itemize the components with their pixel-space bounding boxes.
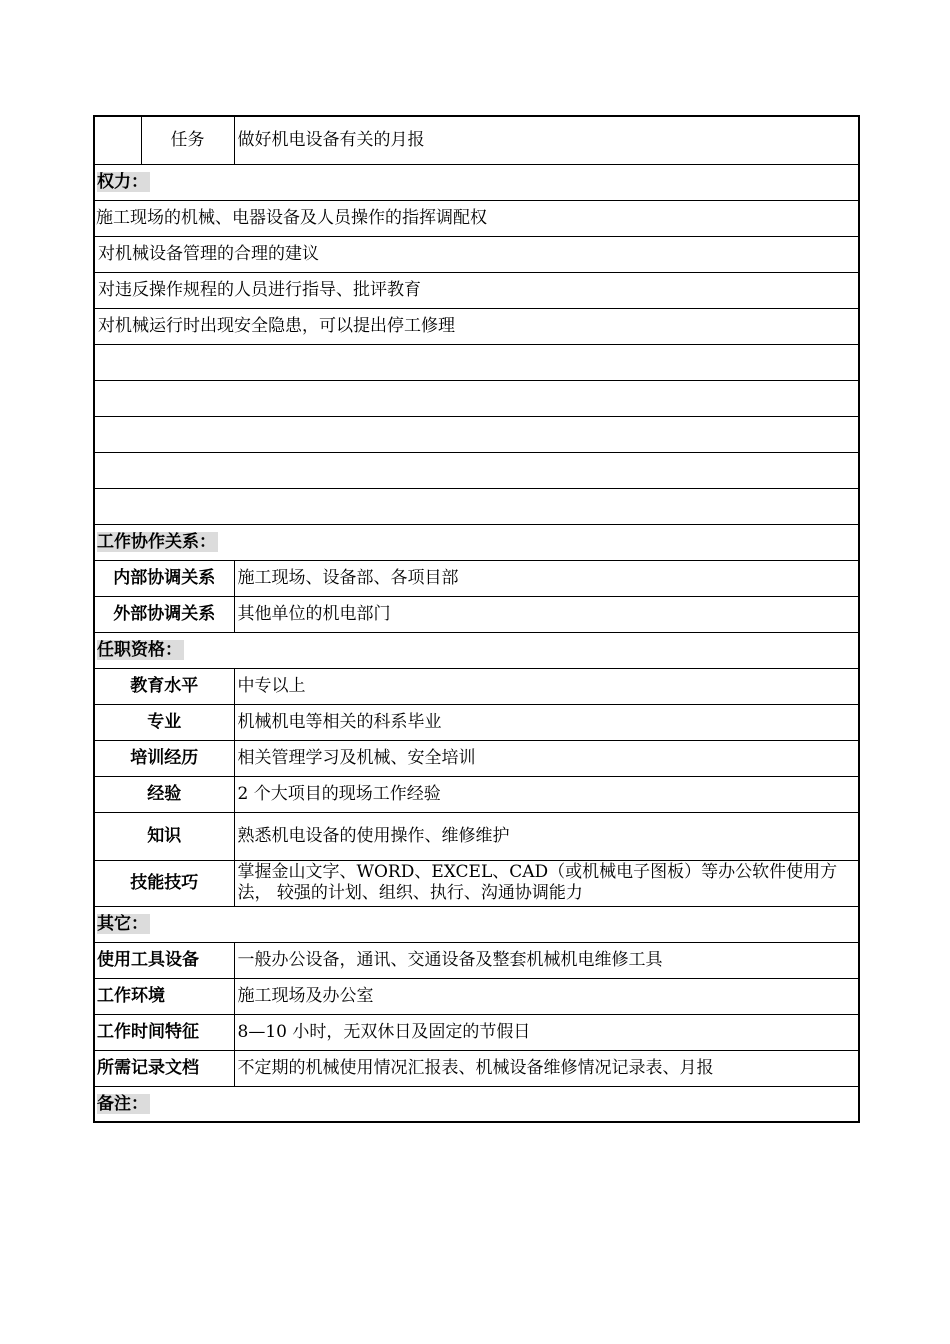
task-value: 做好机电设备有关的月报 xyxy=(234,116,859,164)
authority-item xyxy=(94,452,859,488)
authority-item xyxy=(94,488,859,524)
qualification-value: 熟悉机电设备的使用操作、维修维护 xyxy=(234,812,859,860)
job-description-table xyxy=(93,115,860,1123)
qualification-value: 相关管理学习及机械、安全培训 xyxy=(234,740,859,776)
remarks-header: 备注： xyxy=(97,1093,148,1114)
cooperation-value: 其他单位的机电部门 xyxy=(234,596,859,632)
other-value: 不定期的机械使用情况汇报表、机械设备维修情况记录表、月报 xyxy=(234,1050,859,1086)
authority-item-row xyxy=(94,200,859,236)
qualifications-header-row xyxy=(94,632,859,668)
cooperation-row xyxy=(94,596,859,632)
qualification-label: 经验 xyxy=(94,776,234,812)
authority-item-row xyxy=(94,380,859,416)
task-row xyxy=(94,116,859,164)
authority-item xyxy=(94,416,859,452)
qualification-row xyxy=(94,668,859,704)
authority-item: 对机械运行时出现安全隐患，可以提出停工修理 xyxy=(94,308,859,344)
qualification-row xyxy=(94,776,859,812)
other-row xyxy=(94,1014,859,1050)
other-label: 使用工具设备 xyxy=(94,942,234,978)
cooperation-header: 工作协作关系： xyxy=(97,532,216,552)
cooperation-value: 施工现场、设备部、各项目部 xyxy=(234,560,859,596)
other-row xyxy=(94,942,859,978)
other-value: 8—10 小时，无双休日及固定的节假日 xyxy=(234,1014,859,1050)
other-value: 一般办公设备，通讯、交通设备及整套机械机电维修工具 xyxy=(234,942,859,978)
cooperation-label: 内部协调关系 xyxy=(94,560,234,596)
other-row xyxy=(94,1050,859,1086)
cooperation-label: 外部协调关系 xyxy=(94,596,234,632)
other-value: 施工现场及办公室 xyxy=(234,978,859,1014)
other-label: 工作环境 xyxy=(94,978,234,1014)
authority-item: 施工现场的机械、电器设备及人员操作的指挥调配权 xyxy=(94,200,859,236)
authority-item-row xyxy=(94,236,859,272)
authority-item-row xyxy=(94,452,859,488)
other-header-row xyxy=(94,906,859,942)
qualification-row xyxy=(94,812,859,860)
qualification-row xyxy=(94,860,859,906)
authority-item-row xyxy=(94,488,859,524)
qualification-label: 专业 xyxy=(94,704,234,740)
authority-item: 对违反操作规程的人员进行指导、批评教育 xyxy=(94,272,859,308)
qualifications-header: 任职资格： xyxy=(97,640,182,660)
qualification-label: 技能技巧 xyxy=(94,860,234,906)
qualification-label: 教育水平 xyxy=(94,668,234,704)
qualification-value: 掌握金山文字、WORD、EXCEL、CAD（或机械电子图板）等办公软件使用方法， 较强的计划、组织、执行、沟通协调能力 xyxy=(234,860,859,906)
qualification-value: 机械机电等相关的科系毕业 xyxy=(234,704,859,740)
authority-item-row xyxy=(94,416,859,452)
other-label: 工作时间特征 xyxy=(94,1014,234,1050)
qualification-row xyxy=(94,704,859,740)
authority-header: 权力： xyxy=(97,172,148,192)
cooperation-row xyxy=(94,560,859,596)
other-header: 其它： xyxy=(97,914,148,934)
authority-item xyxy=(94,344,859,380)
qualification-row xyxy=(94,740,859,776)
authority-item-row xyxy=(94,308,859,344)
task-label: 任务 xyxy=(141,116,234,164)
authority-item-row xyxy=(94,272,859,308)
authority-header-row xyxy=(94,164,859,200)
remarks-header-row xyxy=(94,1086,859,1122)
cooperation-header-row xyxy=(94,524,859,560)
other-row xyxy=(94,978,859,1014)
authority-item xyxy=(94,380,859,416)
qualification-value: 2 个大项目的现场工作经验 xyxy=(234,776,859,812)
qualification-label: 知识 xyxy=(94,812,234,860)
qualification-label: 培训经历 xyxy=(94,740,234,776)
task-blank-cell xyxy=(94,116,141,164)
other-label: 所需记录文档 xyxy=(94,1050,234,1086)
qualification-value: 中专以上 xyxy=(234,668,859,704)
authority-item-row xyxy=(94,344,859,380)
authority-item: 对机械设备管理的合理的建议 xyxy=(94,236,859,272)
